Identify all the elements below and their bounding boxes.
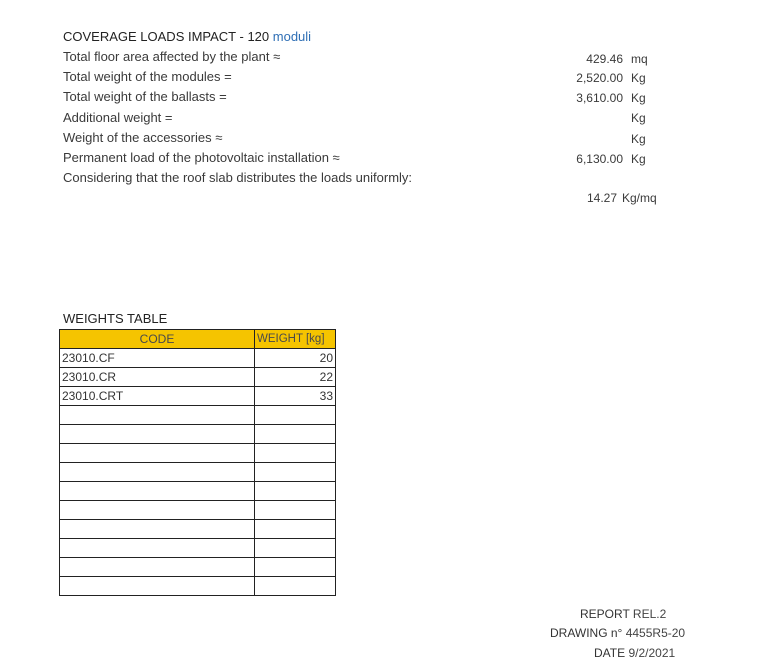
cell-weight — [255, 539, 336, 558]
row-label-accessories-weight: Weight of the accessories ≈ — [63, 130, 223, 145]
title-accent: moduli — [272, 29, 312, 44]
footer-report-label: REPORT — [580, 607, 630, 621]
result-value: 14.27 — [586, 191, 617, 205]
cell-weight — [255, 501, 336, 520]
cell-weight — [255, 444, 336, 463]
row-value-permanent-load: 6,130.00 — [576, 152, 623, 166]
row-unit-permanent-load: Kg — [631, 152, 646, 166]
table-row — [60, 463, 336, 482]
cell-weight — [255, 482, 336, 501]
table-row — [60, 349, 336, 368]
table-row — [60, 558, 336, 577]
footer-report-value: REL.2 — [632, 607, 667, 621]
row-label-additional-weight: Additional weight = — [63, 110, 173, 125]
cell-weight — [255, 425, 336, 444]
cell-weight — [255, 577, 336, 596]
footer-date — [594, 646, 675, 660]
footer-date-label: DATE — [594, 646, 626, 660]
cell-code — [60, 558, 255, 577]
cell-code — [60, 444, 255, 463]
table-row — [60, 539, 336, 558]
weights-table-header — [60, 330, 336, 349]
result-unit: Kg/mq — [622, 191, 657, 205]
cell-weight — [255, 463, 336, 482]
row-unit-additional-weight: Kg — [631, 111, 646, 125]
cell-weight — [255, 558, 336, 577]
table-row — [60, 482, 336, 501]
cell-code — [60, 539, 255, 558]
row-label-modules-weight: Total weight of the modules = — [63, 69, 232, 84]
cell-code — [60, 577, 255, 596]
row-label-permanent-load: Permanent load of the photovoltaic installation ≈ — [63, 150, 340, 165]
footer-drawing — [550, 626, 685, 640]
page-title — [63, 29, 311, 44]
table-row — [60, 577, 336, 596]
cell-code: 23010.CR — [60, 368, 255, 387]
footer-drawing-value: 4455R5-20 — [625, 626, 686, 640]
cell-weight — [255, 406, 336, 425]
cell-code — [60, 482, 255, 501]
cell-code — [60, 463, 255, 482]
table-row — [60, 387, 336, 406]
footer-date-value: 9/2/2021 — [628, 646, 676, 660]
row-unit-modules-weight: Kg — [631, 71, 646, 85]
weights-table-title: WEIGHTS TABLE — [63, 311, 168, 326]
row-unit-floor-area: mq — [631, 52, 648, 66]
cell-weight — [255, 520, 336, 539]
cell-code — [60, 406, 255, 425]
row-unit-accessories-weight: Kg — [631, 132, 646, 146]
title-text: COVERAGE LOADS IMPACT - 120 — [63, 29, 270, 44]
cell-code — [60, 425, 255, 444]
table-row — [60, 520, 336, 539]
cell-code: 23010.CRT — [60, 387, 255, 406]
weights-table — [59, 329, 336, 596]
cell-code: 23010.CF — [60, 349, 255, 368]
row-label-considering: Considering that the roof slab distributes the loads uniformly: — [63, 170, 413, 185]
cell-weight: 22 — [255, 368, 336, 387]
table-row — [60, 406, 336, 425]
row-value-ballasts-weight: 3,610.00 — [576, 91, 623, 105]
row-unit-ballasts-weight: Kg — [631, 91, 646, 105]
footer-report — [580, 607, 666, 621]
row-label-ballasts-weight: Total weight of the ballasts = — [63, 89, 227, 104]
table-row — [60, 444, 336, 463]
cell-weight: 33 — [255, 387, 336, 406]
footer-drawing-label: DRAWING n° — [550, 626, 623, 640]
cell-code — [60, 501, 255, 520]
column-header-code: CODE — [60, 330, 255, 349]
column-header-weight: WEIGHT [kg] — [255, 330, 336, 349]
row-value-modules-weight: 2,520.00 — [576, 71, 623, 85]
table-row — [60, 425, 336, 444]
table-row — [60, 501, 336, 520]
cell-weight: 20 — [255, 349, 336, 368]
cell-code — [60, 520, 255, 539]
row-value-floor-area: 429.46 — [586, 52, 623, 66]
row-label-floor-area: Total floor area affected by the plant ≈ — [63, 49, 281, 64]
table-row — [60, 368, 336, 387]
